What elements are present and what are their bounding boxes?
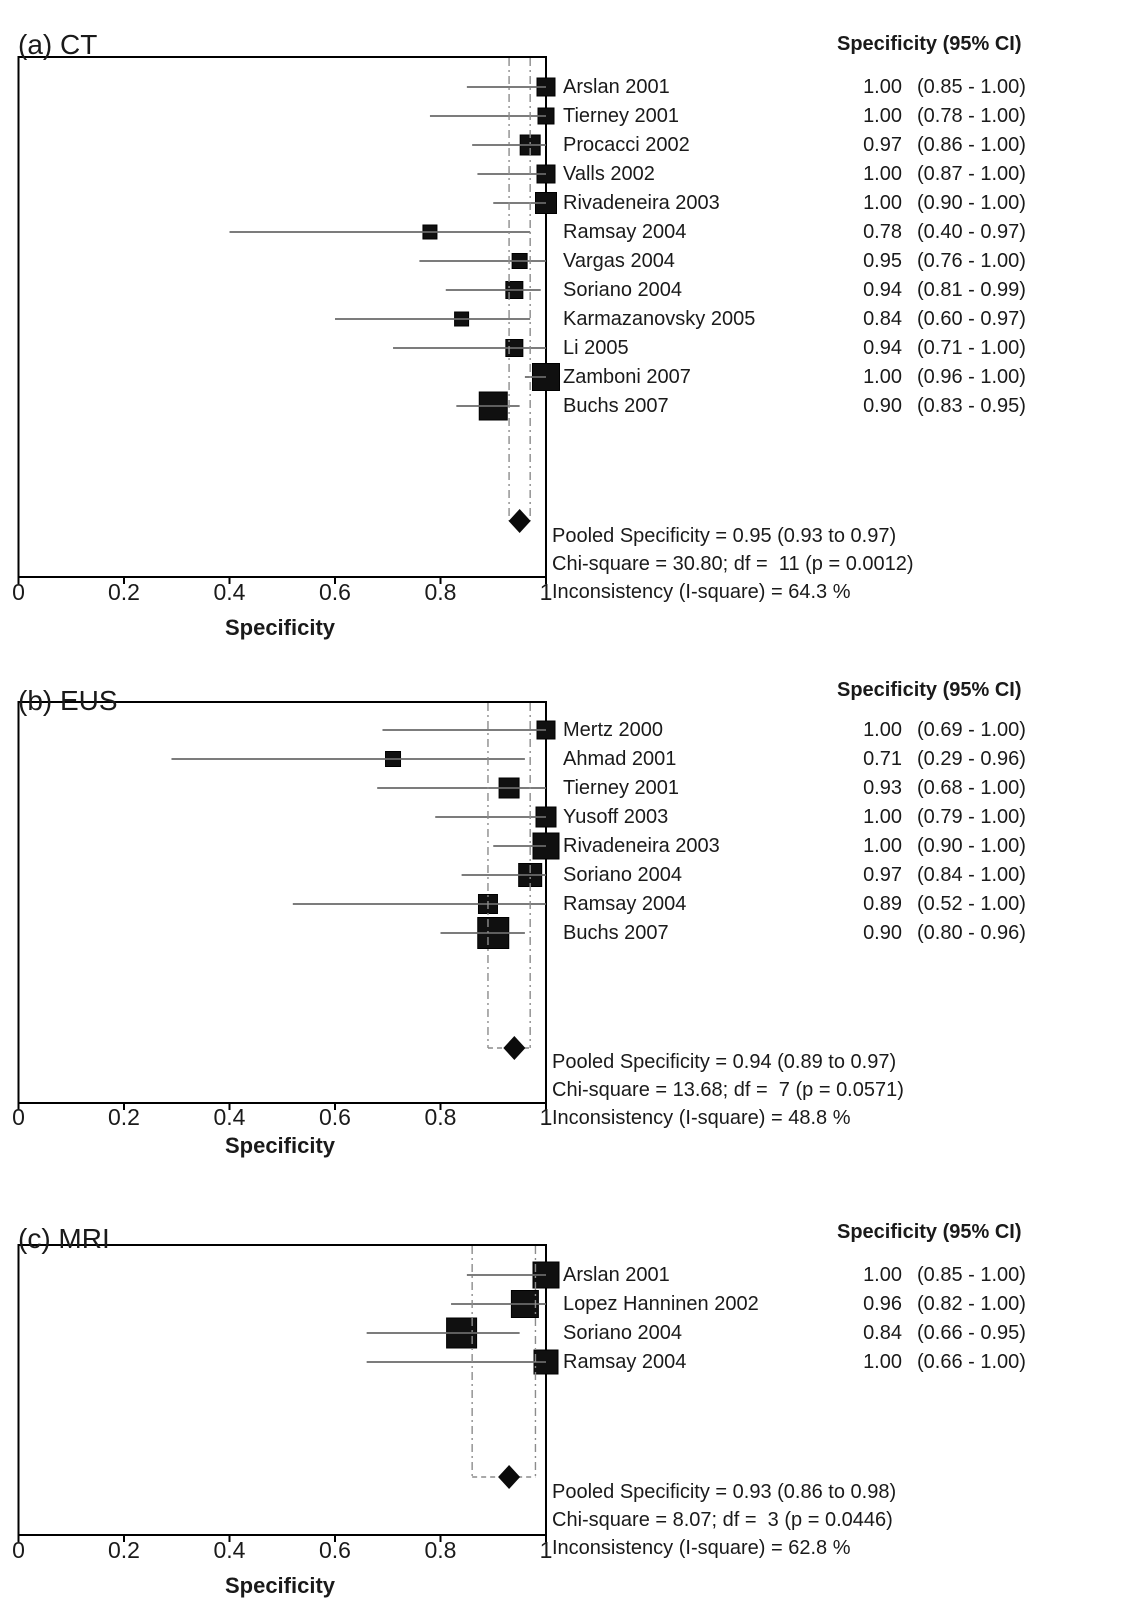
axis-title: Specificity bbox=[224, 1573, 336, 1598]
pooled-diamond bbox=[509, 509, 531, 533]
axis-tick-label: 0.4 bbox=[213, 1537, 246, 1563]
study-label: Lopez Hanninen 2002 bbox=[563, 1293, 759, 1315]
study-estimate: 1.00 bbox=[863, 835, 902, 857]
axis-tick-label: 0.8 bbox=[424, 1104, 457, 1130]
study-estimate: 1.00 bbox=[863, 163, 902, 185]
study-ci: (0.52 - 1.00) bbox=[917, 893, 1026, 915]
study-ci: (0.78 - 1.00) bbox=[917, 105, 1026, 127]
axis-tick-label: 0.2 bbox=[108, 579, 140, 605]
stat-line: Pooled Specificity = 0.93 (0.86 to 0.98) bbox=[552, 1481, 897, 1503]
study-label: Soriano 2004 bbox=[563, 864, 682, 886]
study-label: Ramsay 2004 bbox=[563, 893, 687, 915]
study-estimate: 0.78 bbox=[863, 221, 902, 243]
stat-line: Inconsistency (I-square) = 62.8 % bbox=[552, 1537, 851, 1559]
study-estimate: 0.96 bbox=[863, 1293, 902, 1315]
study-estimate: 0.93 bbox=[863, 777, 902, 799]
study-ci: (0.87 - 1.00) bbox=[917, 163, 1026, 185]
axis-tick-label: 1 bbox=[539, 579, 553, 605]
study-ci: (0.79 - 1.00) bbox=[917, 806, 1026, 828]
study-ci: (0.81 - 0.99) bbox=[917, 279, 1026, 301]
axis-tick-label: 0 bbox=[12, 1537, 25, 1563]
axis-tick-label: 0.2 bbox=[108, 1104, 140, 1130]
axis-tick-label: 0.6 bbox=[319, 579, 351, 605]
axis-tick-label: 0.4 bbox=[213, 579, 246, 605]
plot-box bbox=[19, 702, 547, 1103]
study-estimate: 0.90 bbox=[863, 922, 902, 944]
study-estimate: 0.97 bbox=[863, 134, 902, 156]
axis-tick-label: 1 bbox=[539, 1537, 553, 1563]
stat-line: Chi-square = 13.68; df = 7 (p = 0.0571) bbox=[552, 1079, 904, 1101]
study-label: Vargas 2004 bbox=[563, 250, 675, 272]
stat-line: Pooled Specificity = 0.95 (0.93 to 0.97) bbox=[552, 525, 897, 547]
panel-title: (c) MRI bbox=[18, 1223, 110, 1255]
study-estimate: 1.00 bbox=[863, 192, 902, 214]
study-estimate: 1.00 bbox=[863, 1264, 902, 1286]
study-estimate: 0.71 bbox=[863, 748, 902, 770]
study-ci: (0.86 - 1.00) bbox=[917, 134, 1026, 156]
axis-tick-label: 1 bbox=[539, 1104, 553, 1130]
study-estimate: 1.00 bbox=[863, 76, 902, 98]
study-ci: (0.29 - 0.96) bbox=[917, 748, 1026, 770]
axis-title: Specificity bbox=[224, 615, 336, 640]
axis-title: Specificity bbox=[224, 1133, 336, 1158]
study-label: Soriano 2004 bbox=[563, 279, 682, 301]
axis-tick-label: 0.2 bbox=[108, 1537, 140, 1563]
study-ci: (0.60 - 0.97) bbox=[917, 308, 1026, 330]
stat-line: Pooled Specificity = 0.94 (0.89 to 0.97) bbox=[552, 1051, 897, 1073]
panel-title: (b) EUS bbox=[18, 685, 118, 717]
study-label: Ahmad 2001 bbox=[563, 748, 677, 770]
axis-tick-label: 0.8 bbox=[424, 579, 457, 605]
axis-tick-label: 0.4 bbox=[213, 1104, 246, 1130]
study-label: Tierney 2001 bbox=[563, 105, 679, 127]
study-ci: (0.85 - 1.00) bbox=[917, 76, 1026, 98]
plot-box bbox=[19, 1245, 547, 1535]
study-estimate: 1.00 bbox=[863, 719, 902, 741]
study-label: Ramsay 2004 bbox=[563, 221, 687, 243]
study-ci: (0.80 - 0.96) bbox=[917, 922, 1026, 944]
axis-tick-label: 0 bbox=[12, 1104, 25, 1130]
study-ci: (0.96 - 1.00) bbox=[917, 366, 1026, 388]
study-label: Arslan 2001 bbox=[563, 1264, 670, 1286]
study-label: Rivadeneira 2003 bbox=[563, 835, 720, 857]
study-estimate: 0.94 bbox=[863, 279, 902, 301]
study-estimate: 0.94 bbox=[863, 337, 902, 359]
study-label: Li 2005 bbox=[563, 337, 629, 359]
study-label: Zamboni 2007 bbox=[563, 366, 691, 388]
study-label: Soriano 2004 bbox=[563, 1322, 682, 1344]
column-header: Specificity (95% CI) bbox=[837, 679, 1022, 701]
stat-line: Chi-square = 8.07; df = 3 (p = 0.0446) bbox=[552, 1509, 893, 1531]
axis-tick-label: 0 bbox=[12, 579, 25, 605]
study-estimate: 1.00 bbox=[863, 1351, 902, 1373]
study-estimate: 0.90 bbox=[863, 395, 902, 417]
study-estimate: 1.00 bbox=[863, 366, 902, 388]
study-estimate: 1.00 bbox=[863, 806, 902, 828]
stat-line: Inconsistency (I-square) = 64.3 % bbox=[552, 581, 851, 603]
study-label: Mertz 2000 bbox=[563, 719, 664, 741]
axis-tick-label: 0.6 bbox=[319, 1537, 351, 1563]
study-estimate: 0.95 bbox=[863, 250, 902, 272]
study-label: Buchs 2007 bbox=[563, 395, 669, 417]
study-label: Karmazanovsky 2005 bbox=[563, 308, 756, 330]
pooled-diamond bbox=[498, 1465, 520, 1489]
study-ci: (0.68 - 1.00) bbox=[917, 777, 1026, 799]
stat-line: Chi-square = 30.80; df = 11 (p = 0.0012) bbox=[552, 553, 914, 575]
study-estimate: 0.89 bbox=[863, 893, 902, 915]
study-ci: (0.82 - 1.00) bbox=[917, 1293, 1026, 1315]
study-ci: (0.69 - 1.00) bbox=[917, 719, 1026, 741]
axis-tick-label: 0.8 bbox=[424, 1537, 457, 1563]
study-label: Rivadeneira 2003 bbox=[563, 192, 720, 214]
study-ci: (0.40 - 0.97) bbox=[917, 221, 1026, 243]
study-estimate: 0.84 bbox=[863, 308, 902, 330]
study-ci: (0.66 - 0.95) bbox=[917, 1322, 1026, 1344]
axis-tick-label: 0.6 bbox=[319, 1104, 351, 1130]
study-estimate: 0.84 bbox=[863, 1322, 902, 1344]
stat-line: Inconsistency (I-square) = 48.8 % bbox=[552, 1107, 851, 1129]
study-label: Tierney 2001 bbox=[563, 777, 679, 799]
study-ci: (0.76 - 1.00) bbox=[917, 250, 1026, 272]
study-ci: (0.84 - 1.00) bbox=[917, 864, 1026, 886]
pooled-diamond bbox=[503, 1036, 525, 1060]
study-label: Procacci 2002 bbox=[563, 134, 690, 156]
study-label: Buchs 2007 bbox=[563, 922, 669, 944]
column-header: Specificity (95% CI) bbox=[837, 1221, 1022, 1243]
study-label: Ramsay 2004 bbox=[563, 1351, 687, 1373]
study-label: Valls 2002 bbox=[563, 163, 655, 185]
study-label: Arslan 2001 bbox=[563, 76, 670, 98]
study-estimate: 1.00 bbox=[863, 105, 902, 127]
study-ci: (0.66 - 1.00) bbox=[917, 1351, 1026, 1373]
study-ci: (0.71 - 1.00) bbox=[917, 337, 1026, 359]
study-ci: (0.83 - 0.95) bbox=[917, 395, 1026, 417]
study-ci: (0.90 - 1.00) bbox=[917, 192, 1026, 214]
study-ci: (0.85 - 1.00) bbox=[917, 1264, 1026, 1286]
study-ci: (0.90 - 1.00) bbox=[917, 835, 1026, 857]
study-label: Yusoff 2003 bbox=[563, 806, 669, 828]
study-estimate: 0.97 bbox=[863, 864, 902, 886]
column-header: Specificity (95% CI) bbox=[837, 33, 1022, 55]
panel-title: (a) CT bbox=[18, 29, 98, 61]
